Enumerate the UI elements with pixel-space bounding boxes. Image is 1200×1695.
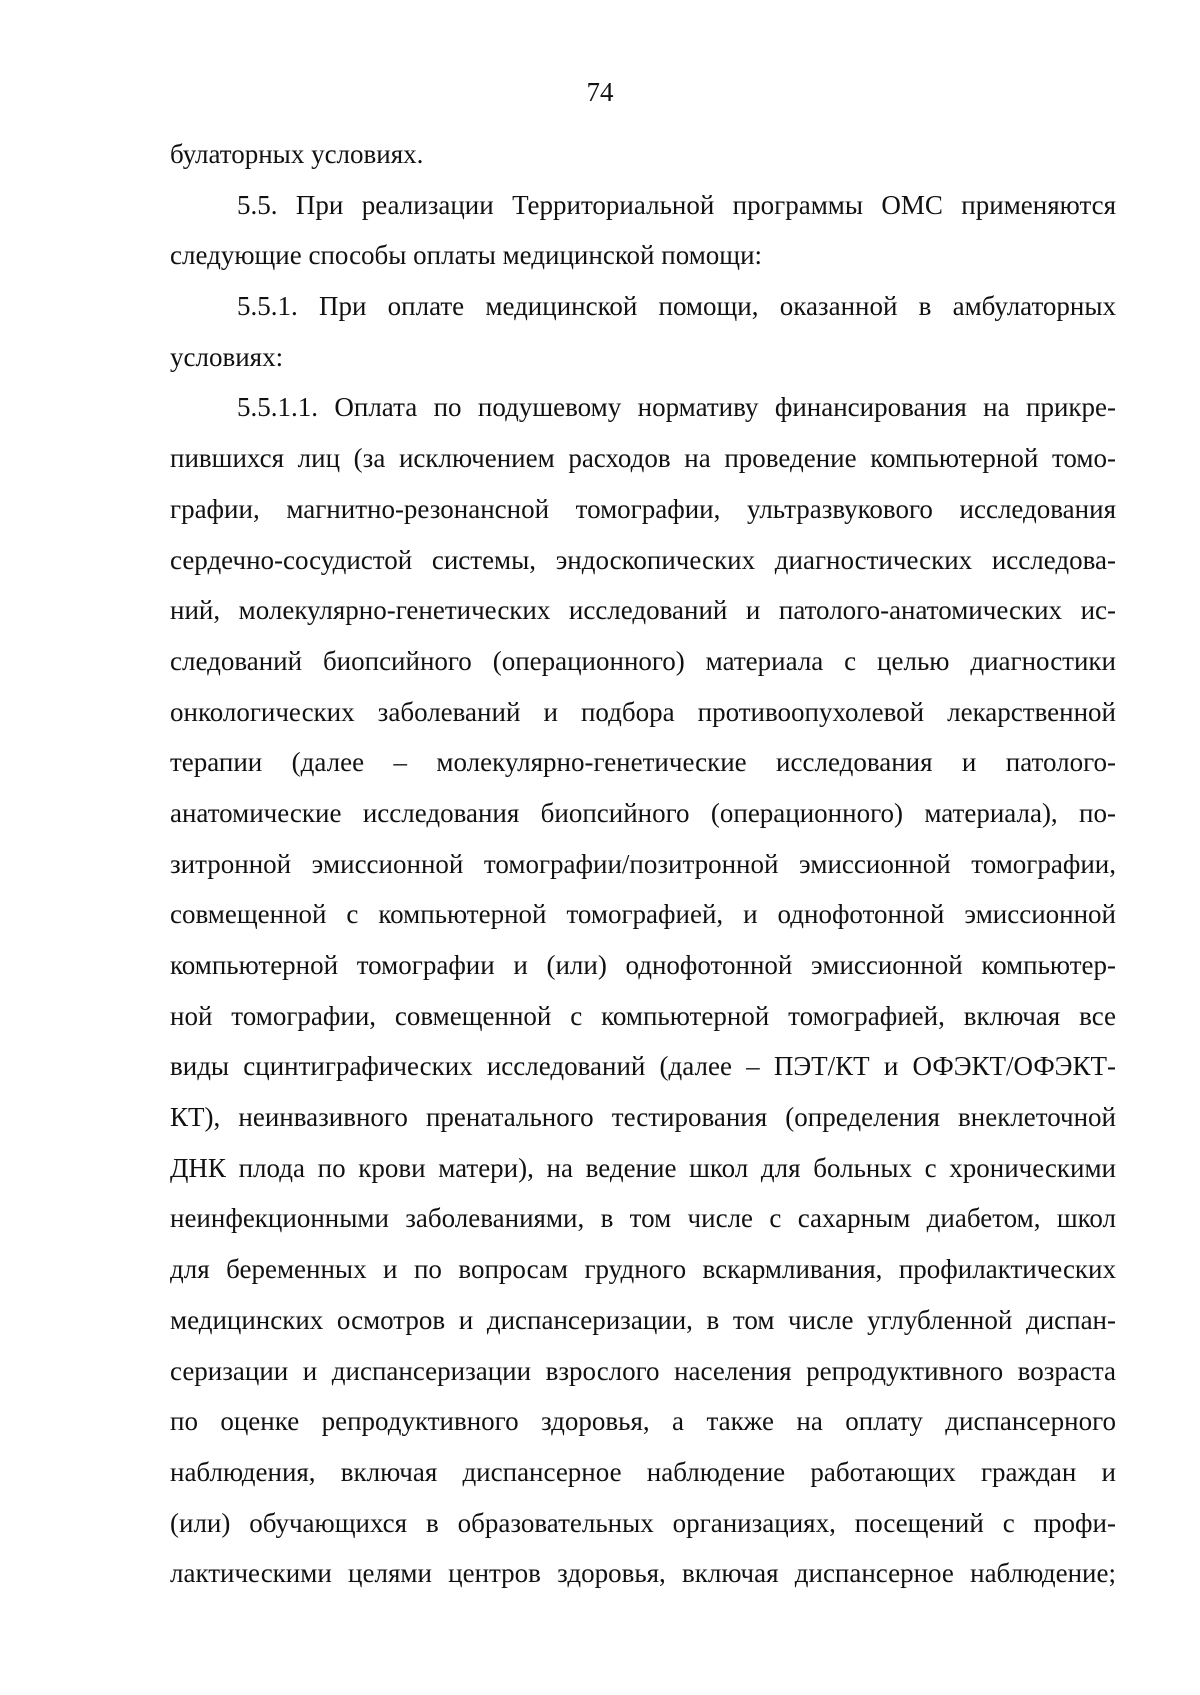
text-line: ной томографии, совмещенной с компьютерной томографией, включая все [170,1000,1116,1031]
text-line: наблюдения, включая диспансерное наблюдение работающих граждан и [170,1456,1116,1487]
text-line: анатомические исследования биопсийного (операционного) материала), по- [170,797,1116,828]
text-line: ний, молекулярно-генетических исследований и патолого-анатомических ис- [170,595,1116,626]
text-line: 5.5.1.1. Оплата по подушевому нормативу финансирования на прикре- [237,392,1116,423]
text-line: пившихся лиц (за исключением расходов на проведение компьютерной томо- [170,443,1116,474]
text-line: 5.5.1. При оплате медицинской помощи, оказанной в амбулаторных [237,291,1116,322]
text-line: медицинских осмотров и диспансеризации, в том числе углубленной диспан- [170,1304,1116,1335]
text-line: терапии (далее – молекулярно-генетические исследования и патолого- [170,747,1116,778]
text-line: (или) обучающихся в образовательных организациях, посещений с профи- [170,1507,1116,1538]
text-line: компьютерной томографии и (или) однофотонной эмиссионной компьютер- [170,950,1116,980]
text-line: следований биопсийного (операционного) материала с целью диагностики [170,645,1116,676]
text-line: по оценке репродуктивного здоровья, а также на оплату диспансерного [170,1406,1116,1437]
text-line: виды сцинтиграфических исследований (далее – ПЭТ/КТ и ОФЭКТ/ОФЭКТ- [170,1051,1116,1082]
text-line: онкологических заболеваний и подбора противоопухолевой лекарственной [170,696,1116,727]
text-line: условиях: [170,341,284,372]
text-line: серизации и диспансеризации взрослого населения репродуктивного возраста [170,1355,1116,1386]
text-line: неинфекционными заболеваниями, в том числе с сахарным диабетом, школ [170,1203,1116,1234]
text-line: 5.5. При реализации Территориальной программы ОМС применяются [237,189,1116,220]
text-line: графии, магнитно-резонансной томографии, ультразвукового исследования [170,493,1116,524]
text-line: зитронной эмиссионной томографии/позитронной эмиссионной томографии, [170,848,1116,879]
text-line: совмещенной с компьютерной томографией, и однофотонной эмиссионной [170,899,1116,930]
document-body [170,129,1116,1599]
text-line: сердечно-сосудистой системы, эндоскопических диагностических исследова- [170,544,1116,575]
text-line: лактическими целями центров здоровья, включая диспансерное наблюдение; [170,1558,1116,1589]
text-line: ДНК плода по крови матери), на ведение школ для больных с хроническими [170,1152,1116,1183]
text-line: КТ), неинвазивного пренатального тестирования (определения внеклеточной [170,1102,1116,1133]
text-line: для беременных и по вопросам грудного вскармливания, профилактических [170,1254,1116,1285]
page-number: 74 [586,77,614,107]
text-line: булаторных условиях. [170,139,424,169]
text-line: следующие способы оплаты медицинской помощи: [170,240,763,271]
